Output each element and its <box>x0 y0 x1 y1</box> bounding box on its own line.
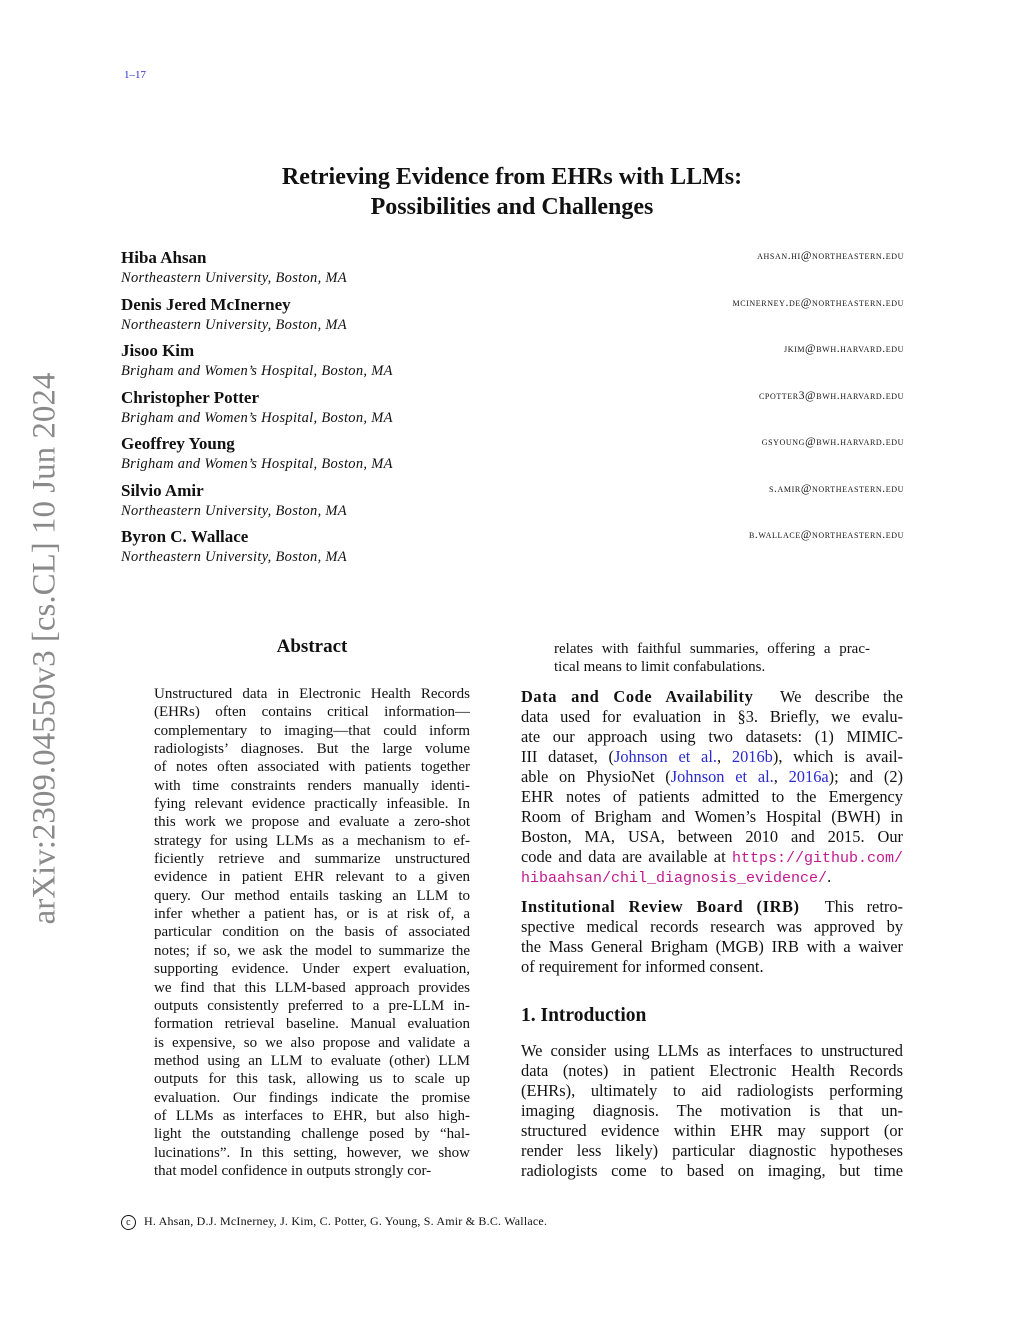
text-span: This retro- <box>799 897 903 916</box>
text-line: data used for evaluation in §3. Briefly, we evalu- <box>521 707 903 726</box>
data-code-availability <box>521 687 903 887</box>
text-line: the Mass General Brigham (MGB) IRB with a waiver <box>521 937 903 956</box>
text-line: method using an LLM to evaluate (other) LLM <box>154 1052 470 1069</box>
footer-text: H. Ahsan, D.J. McInerney, J. Kim, C. Potter, G. Young, S. Amir & B.C. Wallace. <box>144 1214 548 1228</box>
author-name: Byron C. Wallace <box>121 527 249 546</box>
text-line: light the outstanding challenge posed by “hal- <box>154 1126 470 1143</box>
text-span: code and data are available at <box>521 847 732 866</box>
text-line <box>521 687 903 707</box>
author-email[interactable]: gsyoung@bwh.harvard.edu <box>761 436 904 448</box>
github-url-link[interactable]: https://github.com/ <box>731 850 903 867</box>
text-line <box>521 767 903 787</box>
title-line-2: Possibilities and Challenges <box>370 194 654 220</box>
text-line: data (notes) in patient Electronic Health Records <box>521 1061 903 1080</box>
author-email[interactable]: jkim@bwh.harvard.edu <box>783 343 904 355</box>
irb-statement <box>521 897 903 977</box>
text-line: of LLMs as interfaces to EHR, but also high- <box>154 1107 470 1124</box>
copyright-footer <box>121 1214 547 1230</box>
author-name: Christopher Potter <box>121 387 260 407</box>
text-line: strategy for using LLMs as a mechanism to ef- <box>154 832 470 849</box>
author-name: Jisoo Kim <box>121 341 195 360</box>
author-entry <box>121 527 904 567</box>
text-line: (EHRs) often contains critical information— <box>154 704 470 721</box>
text-span: We describe the <box>753 687 903 706</box>
author-affiliation: Northeastern University, Boston, MA <box>121 316 347 333</box>
text-line: ficiently retrieve and summarize unstructured <box>154 851 470 868</box>
text-line: spective medical records research was approved by <box>521 917 903 936</box>
author-affiliation: Northeastern University, Boston, MA <box>121 502 347 519</box>
text-line: that model confidence in outputs strongly cor- <box>154 1162 432 1179</box>
text-span: able on PhysioNet ( <box>521 767 671 786</box>
text-span: . <box>827 867 832 886</box>
citation-link[interactable]: Johnson et al. <box>613 747 717 766</box>
text-line <box>521 747 903 767</box>
text-line: is expensive, so we also propose and validate a <box>154 1034 470 1051</box>
title-line-1: Retrieving Evidence from EHRs with LLMs: <box>281 164 743 190</box>
author-entry <box>121 481 904 521</box>
text-line: Boston, MA, USA, between 2010 and 2015. Our <box>521 827 903 846</box>
arxiv-identifier-stamp[interactable]: arXiv:2309.04550v3 [cs.CL] 10 Jun 2024 <box>26 372 63 925</box>
introduction-body <box>521 1041 903 1181</box>
author-entry <box>121 341 904 381</box>
text-span: ), which is avail- <box>772 747 903 766</box>
github-url-link[interactable]: hibaahsan/chil_diagnosis_evidence/ <box>521 870 828 887</box>
text-line <box>521 847 903 867</box>
text-line: lucinations”. In this setting, however, we show <box>154 1144 470 1161</box>
author-email[interactable]: ahsan.hi@northeastern.edu <box>757 250 904 262</box>
text-span: ); and (2) <box>828 767 903 786</box>
author-entry <box>121 388 904 428</box>
introduction-heading: 1. Introduction <box>521 1005 647 1026</box>
author-email[interactable]: s.amir@northeastern.edu <box>769 482 904 495</box>
author-entry <box>121 248 904 288</box>
text-line: with time constraints renders manually identi- <box>154 777 470 794</box>
paragraph-heading: Institutional Review Board (IRB) <box>521 897 800 916</box>
author-affiliation: Brigham and Women’s Hospital, Boston, MA <box>121 409 393 426</box>
citation-link[interactable]: Johnson et al. <box>670 767 774 786</box>
text-line: particular condition on the basis of associated <box>154 924 470 941</box>
text-line: Room of Brigham and Women’s Hospital (BWH) in <box>521 807 903 826</box>
text-line: of requirement for informed consent. <box>521 957 764 976</box>
author-name: Silvio Amir <box>121 480 204 500</box>
text-line <box>521 897 903 917</box>
text-line: query. Our method entails tasking an LLM to <box>154 887 470 904</box>
author-email[interactable]: cpotter3@bwh.harvard.edu <box>758 389 904 402</box>
text-line <box>521 867 903 887</box>
text-span: , <box>773 767 789 786</box>
copyright-icon: c <box>121 1215 136 1230</box>
abstract-heading: Abstract <box>276 636 348 657</box>
citation-link[interactable]: 2016b <box>731 747 773 766</box>
abstract-continuation <box>554 640 870 677</box>
author-email[interactable]: b.wallace@northeastern.edu <box>748 529 904 541</box>
author-affiliation: Northeastern University, Boston, MA <box>121 549 347 565</box>
page-range[interactable]: 1–17 <box>124 69 146 81</box>
author-email[interactable]: mcinerney.de@northeastern.edu <box>732 296 904 309</box>
text-line: radiologists’ diagnoses. But the large volume <box>154 741 470 758</box>
text-line: ate our approach using two datasets: (1) MIMIC- <box>521 727 903 746</box>
text-line: radiologists come to based on imaging, but time <box>521 1161 903 1180</box>
text-line: EHR notes of patients admitted to the Emergency <box>521 787 903 806</box>
text-line: We consider using LLMs as interfaces to unstructured <box>521 1041 903 1060</box>
text-line: (EHRs), ultimately to aid radiologists performing <box>521 1081 903 1100</box>
text-line: tical means to limit confabulations. <box>554 659 766 676</box>
text-line: Unstructured data in Electronic Health Records <box>154 686 470 702</box>
abstract-body <box>154 685 470 1180</box>
text-line: evaluation. Our findings indicate the promise <box>154 1089 470 1106</box>
text-span: III dataset, ( <box>521 747 614 766</box>
text-line: formation retrieval baseline. Manual evaluation <box>154 1016 470 1033</box>
author-name: Geoffrey Young <box>121 434 235 453</box>
text-line: notes; if so, we ask the model to summarize the <box>154 942 470 959</box>
text-line: evidence in patient EHR relevant to a given <box>154 869 470 886</box>
author-entry <box>121 434 904 474</box>
text-line: this work we propose and evaluate a zero-shot <box>154 814 470 831</box>
text-line: infer whether a patient has, or is at risk of, a <box>154 906 470 923</box>
text-line: complementary to imaging—that could inform <box>154 722 470 739</box>
text-line: of notes often associated with patients together <box>154 759 470 776</box>
text-line: we find that this LLM-based approach provides <box>154 979 470 996</box>
author-entry <box>121 295 904 335</box>
citation-link[interactable]: 2016a <box>788 767 829 786</box>
paragraph-heading: Data and Code Availability <box>521 687 754 706</box>
text-line: fying relevant evidence practically infeasible. In <box>154 796 470 813</box>
text-line: relates with faithful summaries, offering a prac- <box>554 641 870 657</box>
text-line: imaging diagnosis. The motivation is that un- <box>521 1101 903 1120</box>
text-line: supporting evidence. Under expert evaluation, <box>154 961 470 978</box>
author-affiliation: Northeastern University, Boston, MA <box>121 270 347 286</box>
text-line: structured evidence within EHR may support (or <box>521 1121 903 1140</box>
author-affiliation: Brigham and Women’s Hospital, Boston, MA <box>121 363 393 379</box>
author-affiliation: Brigham and Women’s Hospital, Boston, MA <box>121 456 393 472</box>
text-line: outputs for this task, allowing us to scale up <box>154 1071 470 1088</box>
paper-title <box>0 162 1024 222</box>
author-name: Denis Jered McInerney <box>121 294 291 314</box>
text-line: outputs consistently preferred to a pre-LLM in- <box>154 997 470 1014</box>
text-span: , <box>717 747 732 766</box>
text-line: render less likely) particular diagnostic hypotheses <box>521 1141 903 1160</box>
author-name: Hiba Ahsan <box>121 248 207 267</box>
